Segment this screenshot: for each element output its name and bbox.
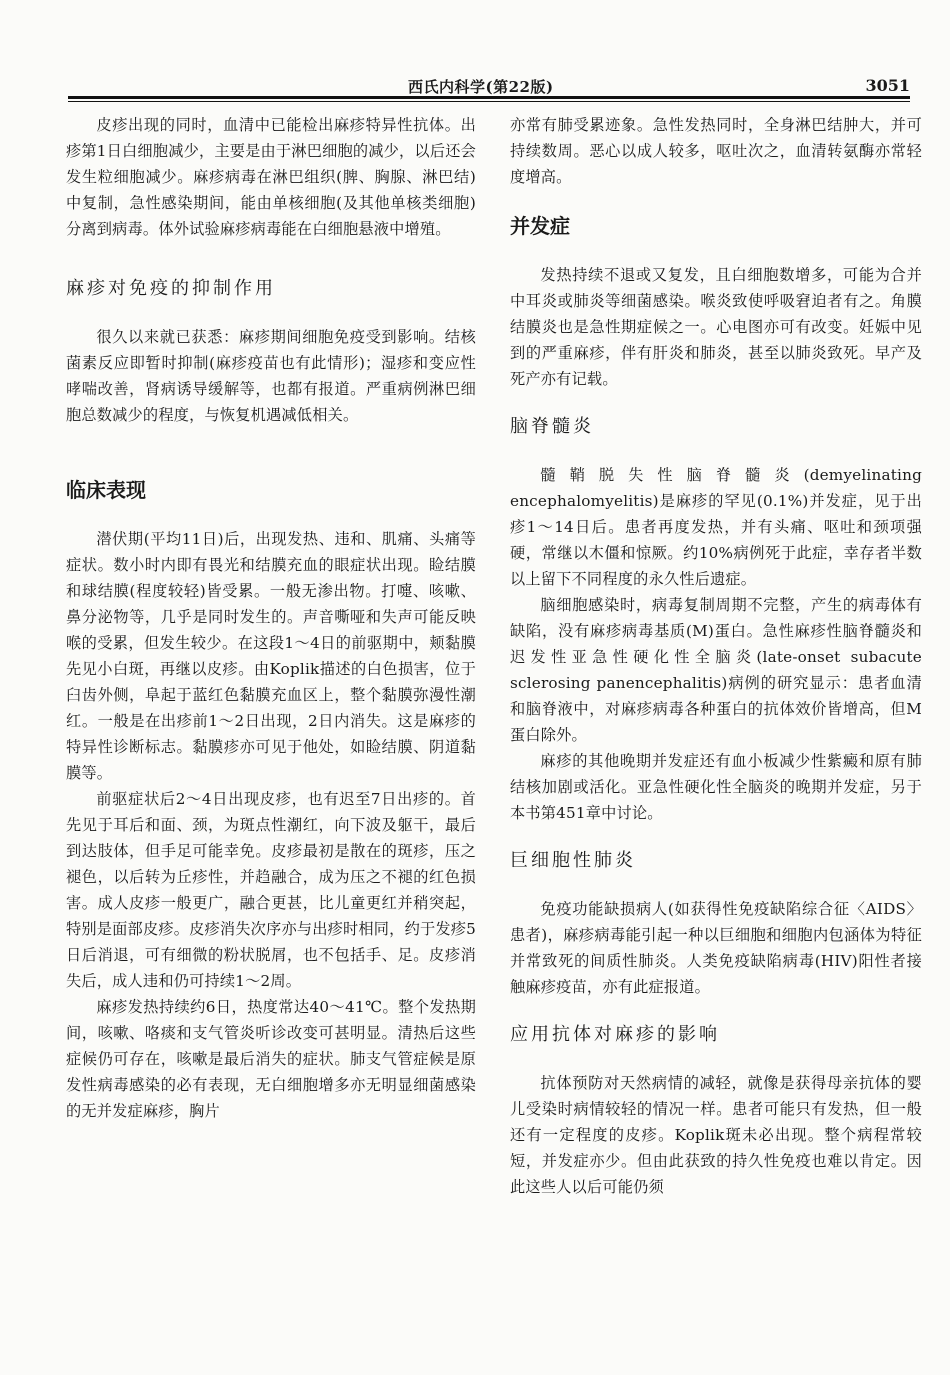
running-header bbox=[68, 76, 910, 98]
paragraph: 潜伏期(平均11日)后，出现发热、违和、肌痛、头痛等症状。数小时内即有畏光和结膜充血的眼症状出现。睑结膜和球结膜(程度较轻)皆受累。一般无渗出物。打嚏、咳嗽、鼻分泌物等，几乎是同时发生的。声音嘶哑和失声可能反映喉的受累，但发生较少。在这段1～4日的前驱期中，颊黏膜先见小白斑，再继以皮疹。由Koplik描述的白色损害，位于臼齿外侧，阜起于蓝红色黏膜充血区上，整个黏膜弥漫性潮红。一般是在出疹前1～2日出现，2日内消失。这是麻疹的特异性诊断标志。黏膜疹亦可见于他处，如睑结膜、阴道黏膜等。 bbox=[66, 530, 476, 782]
section-heading-immune-suppression: 麻疹对免疫的抑制作用 bbox=[66, 278, 276, 299]
paragraph: 髓鞘脱失性脑脊髓炎(demyelinating encephalomyelitis)是麻疹的罕见(0.1%)并发症，见于出疹1～14日后。患者再度发热，并有头痛、呕吐和颈项强硬，常继以木僵和惊厥。约10%病例死于此症，幸存者半数以上留下不同程度的永久性后遗症。 bbox=[510, 466, 922, 588]
paragraph: 亦常有肺受累迹象。急性发热同时，全身淋巴结肿大，并可持续数周。恶心以成人较多，呕吐次之，血清转氨酶亦常轻度增高。 bbox=[510, 116, 922, 186]
paragraph: 抗体预防对天然病情的减轻，就像是获得母亲抗体的婴儿受染时病情较轻的情况一样。患者可能只有发热，但一般还有一定程度的皮疹。Koplik斑未必出现。整个病程常较短，并发症亦少。但由此获致的持久性免疫也难以肯定。因此这些人以后可能仍须 bbox=[510, 1074, 922, 1196]
paragraph: 脑细胞感染时，病毒复制周期不完整，产生的病毒体有缺陷，没有麻疹病毒基质(M)蛋白。急性麻疹性脑脊髓炎和迟发性亚急性硬化性全脑炎(late-onset subacute sclerosing panencephalitis)病例的研究显示：患者血清和脑脊液中，对麻疹病毒各种蛋白的抗体效价皆增高，但M蛋白除外。 bbox=[510, 596, 922, 744]
paragraph: 免疫功能缺损病人(如获得性免疫缺陷综合征〈AIDS〉患者)，麻疹病毒能引起一种以巨细胞和细胞内包涵体为特征并常致死的间质性肺炎。人类免疫缺陷病毒(HIV)阳性者接触麻疹疫苗，亦有此症报道。 bbox=[510, 900, 922, 996]
paragraph: 前驱症状后2～4日出现皮疹，也有迟至7日出疹的。首先见于耳后和面、颈，为斑点性潮红，向下波及躯干，最后到达肢体，但手足可能幸免。皮疹最初是散在的斑疹，压之褪色，以后转为丘疹性，并趋融合，成为压之不褪的红色损害。成人皮疹一般更广，融合更甚，比儿童更红并稍突起，特别是面部皮疹。皮疹消失次序亦与出疹时相同，约于发疹5日后消退，可有细微的粉状脱屑，也不包括手、足。皮疹消失后，成人违和仍可持续1～2周。 bbox=[66, 790, 476, 990]
section-heading-encephalomyelitis: 脑脊髓炎 bbox=[510, 416, 594, 437]
section-heading-complications: 并发症 bbox=[510, 214, 570, 238]
paragraph: 麻疹的其他晚期并发症还有血小板减少性紫癜和原有肺结核加剧或活化。亚急性硬化性全脑炎的晚期并发症，另于本书第451章中讨论。 bbox=[510, 752, 922, 822]
section-heading-clinical: 临床表现 bbox=[66, 478, 146, 502]
header-rule-thick bbox=[68, 96, 910, 99]
section-heading-giant-cell-pneumonia: 巨细胞性肺炎 bbox=[510, 850, 636, 871]
paragraph: 很久以来就已获悉：麻疹期间细胞免疫受到影响。结核菌素反应即暂时抑制(麻疹疫苗也有此情形)；湿疹和变应性哮喘改善，肾病诱导缓解等，也都有报道。严重病例淋巴细胞总数减少的程度，与恢复机遇减低相关。 bbox=[66, 328, 476, 424]
left-column bbox=[66, 112, 476, 1124]
paragraph: 皮疹出现的同时，血清中已能检出麻疹特异性抗体。出疹第1日白细胞减少，主要是由于淋巴细胞的减少，以后还会发生粒细胞减少。麻疹病毒在淋巴组织(脾、胸腺、淋巴结)中复制，急性感染期间，能由单核细胞(及其他单核类细胞)分离到病毒。体外试验麻疹病毒能在白细胞悬液中增殖。 bbox=[66, 116, 476, 238]
paragraph: 麻疹发热持续约6日，热度常达40～41℃。整个发热期间，咳嗽、咯痰和支气管炎听诊改变可甚明显。清热后这些症候仍可存在，咳嗽是最后消失的症状。肺支气管症候是原发性病毒感染的必有表现，无白细胞增多亦无明显细菌感染的无并发症麻疹，胸片 bbox=[66, 998, 476, 1120]
book-title: 西氏内科学(第22版) bbox=[408, 78, 554, 96]
right-column bbox=[510, 112, 922, 1200]
paragraph: 发热持续不退或又复发，且白细胞数增多，可能为合并中耳炎或肺炎等细菌感染。喉炎致使呼吸窘迫者有之。角膜结膜炎也是急性期症候之一。心电图亦可有改变。妊娠中见到的严重麻疹，伴有肝炎和肺炎，甚至以肺炎致死。早产及死产亦有记载。 bbox=[510, 266, 922, 388]
section-heading-antibody-effect: 应用抗体对麻疹的影响 bbox=[510, 1024, 720, 1045]
header-rule-thin bbox=[68, 101, 910, 102]
page-number: 3051 bbox=[865, 76, 910, 95]
